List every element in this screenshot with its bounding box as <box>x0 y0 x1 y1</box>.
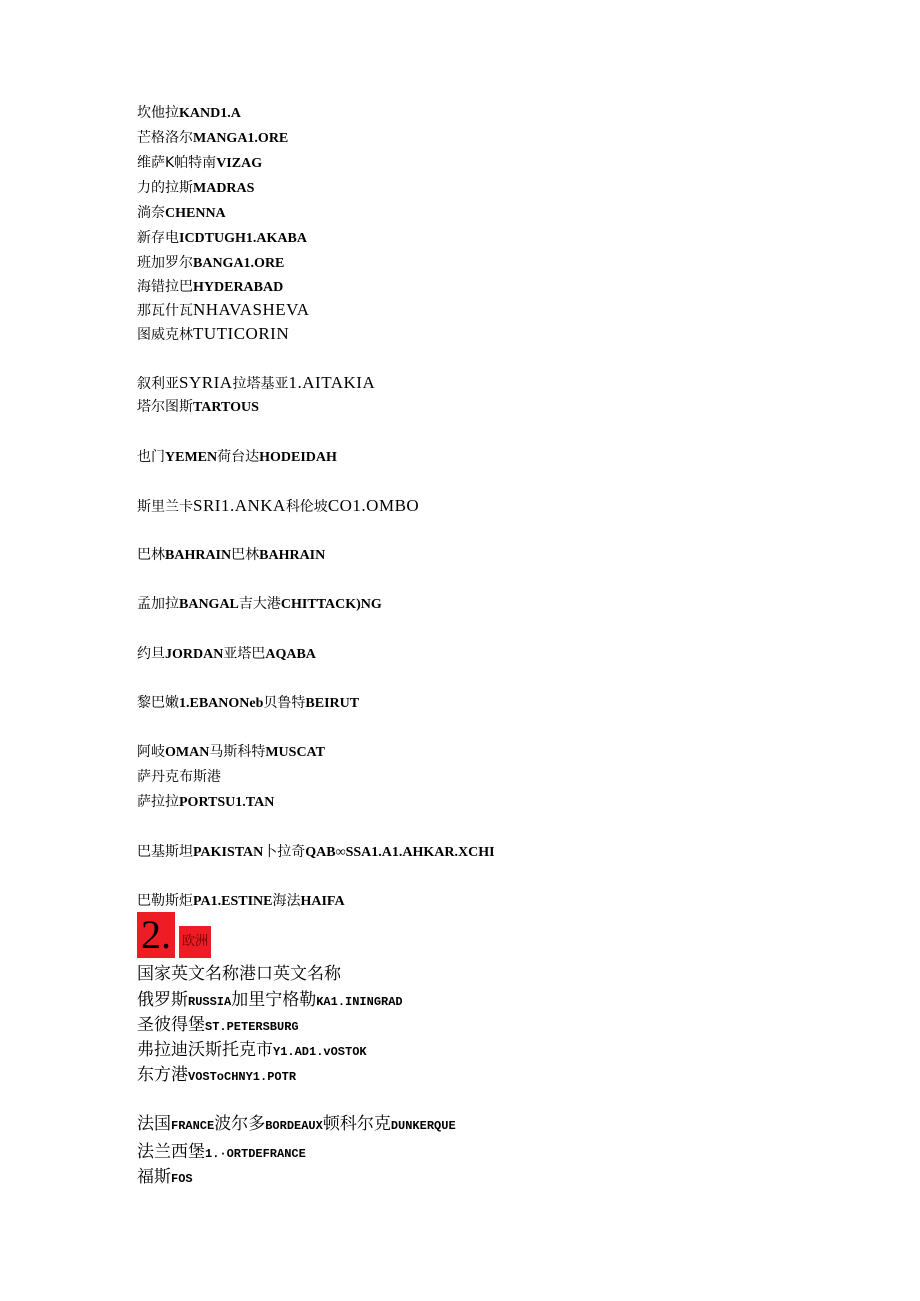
section-heading-europe <box>137 912 211 958</box>
port-line-icd: 新存电ICDTUGH1.AKABA <box>137 230 307 246</box>
port-line-madras: 力的拉斯MADRAS <box>137 180 255 196</box>
port-line-oman: 阿岐OMAN马斯科特MUSCAT <box>137 744 325 760</box>
port-line-bangladesh: 孟加拉BANGAL吉大港CHITTACK)NG <box>137 596 382 612</box>
port-line-tuticorin: 图威克林TUTICORIN <box>137 324 290 343</box>
port-line-kandla: 坎他拉KAND1.A <box>137 105 241 121</box>
port-line-lebanon: 黎巴嫩1.EBANONeb贝鲁特BEIRUT <box>137 695 360 711</box>
port-line-srilanka: 斯里兰卡SRI1.ANKA科伦坡CO1.OMBO <box>137 496 420 515</box>
port-line-hyderabad: 海错拉巴HYDERABAD <box>137 279 284 295</box>
port-line-fos: 福斯FOS <box>137 1167 193 1187</box>
port-line-russia: 俄罗斯RUSSIA加里宁格勒KA1.ININGRAD <box>137 990 403 1010</box>
port-line-yemen: 也门YEMEN荷台达HODEIDAH <box>137 449 337 465</box>
port-line-mangalore: 芒格洛尔MANGA1.ORE <box>137 130 289 146</box>
port-line-salalah: 萨丹克布斯港 <box>137 769 221 785</box>
port-line-france: 法国FRANCE波尔多BORDEAUX顿科尔克DUNKERQUE <box>137 1114 456 1134</box>
port-line-chennai: 淌奈CHENNA <box>137 205 226 221</box>
port-line-vladivostok: 弗拉迪沃斯托克市Y1.AD1.vOSTOK <box>137 1040 367 1060</box>
port-line-bahrain: 巴林BAHRAIN巴林BAHRAIN <box>137 547 326 563</box>
port-line-fortdefrance: 法兰西堡1.·ORTDEFRANCE <box>137 1142 306 1162</box>
port-line-stpetersburg: 圣彼得堡ST.PETERSBURG <box>137 1015 299 1035</box>
port-line-syria: 叙利亚SYRIA拉塔基亚1.AITAKIA <box>137 373 376 392</box>
port-line-vizag: 维萨K帕特南VIZAG <box>137 155 263 171</box>
port-line-pakistan: 巴基斯坦PAKISTAN卜拉奇QAB∞SSA1.A1.AHKAR.XCHI <box>137 844 495 860</box>
port-line-portsultan: 萨拉拉PORTSU1.TAN <box>137 794 275 810</box>
port-line-nhavasheva: 那瓦什瓦NHAVASHEVA <box>137 300 310 319</box>
port-line-palestine: 巴勒斯炬PA1.ESTINE海法HAIFA <box>137 893 345 909</box>
table-header-row: 国家英文名称港口英文名称 <box>137 964 341 984</box>
section-number: 2. <box>137 912 175 958</box>
port-line-vostochny: 东方港VOSToCHNY1.POTR <box>137 1065 297 1085</box>
section-label: 欧洲 <box>179 926 211 958</box>
port-line-tartous: 塔尔图斯TARTOUS <box>137 399 259 415</box>
port-line-jordan: 约旦JORDAN亚塔巴AQABA <box>137 646 316 662</box>
port-line-bangalore: 班加罗尔BANGA1.ORE <box>137 255 285 271</box>
